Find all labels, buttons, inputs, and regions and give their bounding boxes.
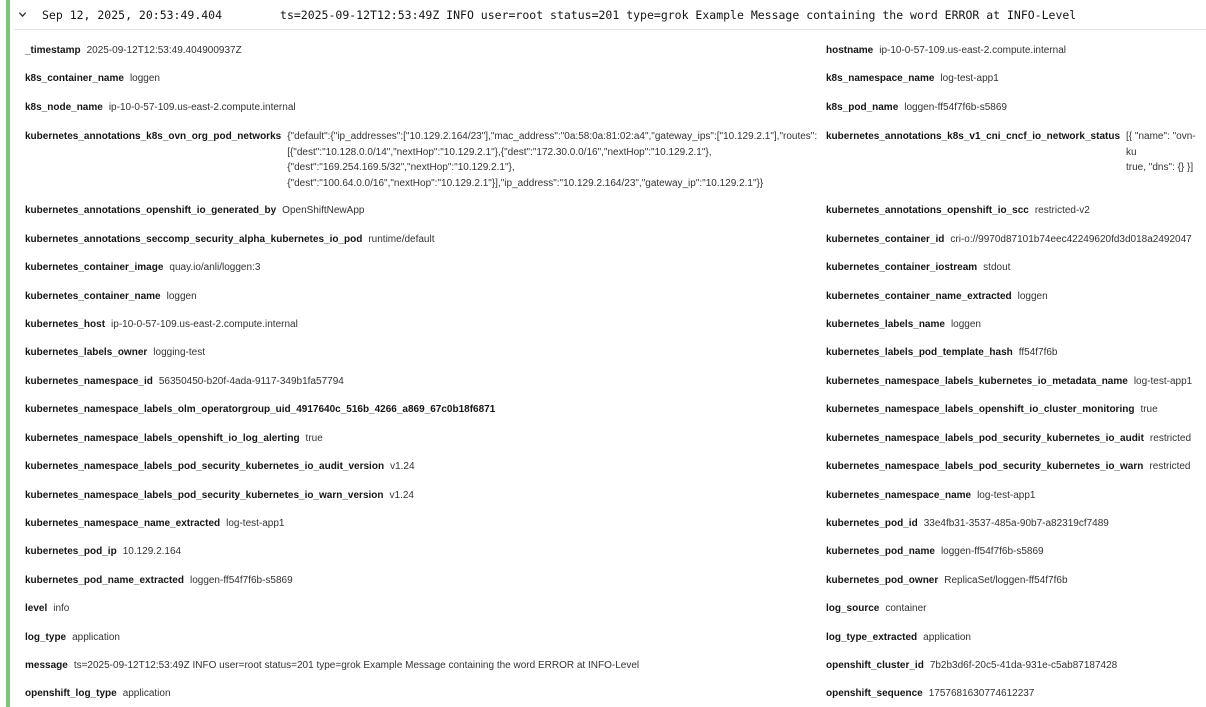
field-key: kubernetes_namespace_labels_openshift_io_cluster_monitoring [826, 404, 1135, 415]
field-key: kubernetes_annotations_seccomp_security_alpha_kubernetes_io_pod [25, 234, 363, 245]
field-key: _timestamp [25, 45, 81, 56]
field-key: kubernetes_namespace_name_extracted [25, 518, 221, 529]
field-value: application [72, 632, 120, 643]
field-key: log_source [826, 603, 880, 614]
field-key: kubernetes_pod_owner [826, 575, 939, 586]
field-value: 33e4fb31-3537-485a-90b7-a82319cf7489 [923, 518, 1109, 529]
field-value: quay.io/anli/loggen:3 [169, 262, 261, 273]
field-key: kubernetes_namespace_name [826, 490, 972, 501]
field-key: openshift_log_type [25, 688, 117, 699]
log-entry-header[interactable] [14, 0, 1206, 30]
field-value: ip-10-0-57-109.us-east-2.compute.internal [108, 102, 296, 113]
field-value: true [1140, 404, 1158, 415]
field-key: kubernetes_annotations_openshift_io_generated_by [25, 205, 277, 216]
field-row [826, 545, 1044, 559]
field-row [25, 489, 414, 503]
field-row [826, 687, 1034, 701]
field-row [826, 101, 1007, 115]
field-row [826, 261, 1010, 275]
field-row [25, 460, 415, 474]
field-value: 10.129.2.164 [122, 546, 182, 557]
field-value: restricted-v2 [1034, 205, 1090, 216]
field-value: log-test-app1 [226, 518, 285, 529]
field-row [25, 261, 260, 275]
field-value: loggen-ff54f7f6b-s5869 [940, 546, 1044, 557]
field-value: 56350450-b20f-4ada-9117-349b1fa57794 [158, 376, 344, 387]
field-key: kubernetes_annotations_k8s_ovn_org_pod_networks [25, 131, 282, 142]
field-key: kubernetes_annotations_openshift_io_scc [826, 205, 1029, 216]
field-row [25, 129, 817, 192]
field-row [826, 432, 1191, 446]
log-timestamp: Sep 12, 2025, 20:53:49.404 [42, 7, 223, 22]
field-value: {"default":{"ip_addresses":["10.129.2.164/23"],"mac_address":"0a:58:0a:81:02:a4","gateway_ips":["10.129.2.1"],"routes": [{"dest":"10.128.0.0/14","nextHop":"10.129.2.1"},{"dest":"172.30.0.0/16","nextHop":"10.129.2.1"}, {"dest":"169.254.169.5/32","nextHop":"10.129.2.1"}, {"dest":"100.64.0.0/16","nextHop":"10.129.2.1"}],"ip_address":"10.129.2.164/23","gateway_ip":"10.129.2.1"}} [287, 131, 818, 190]
field-key: kubernetes_namespace_labels_olm_operatorgroup_uid_4917640c_516b_4266_a869_67c0b18f6871 [25, 404, 496, 415]
field-key: kubernetes_namespace_labels_pod_security_kubernetes_io_warn [826, 461, 1144, 472]
field-value: loggen [129, 73, 160, 84]
field-key: kubernetes_container_name_extracted [826, 291, 1012, 302]
field-value: cri-o://9970d87101b74eec42249620fd3d018a2492047 [950, 234, 1192, 245]
field-value: true [305, 433, 323, 444]
field-key: k8s_pod_name [826, 102, 899, 113]
field-value: loggen-ff54f7f6b-s5869 [189, 575, 293, 586]
chevron-down-icon[interactable] [18, 10, 32, 19]
field-key: kubernetes_container_image [25, 262, 164, 273]
field-value: logging-test [153, 347, 205, 358]
field-value: 1757681630774612237 [928, 688, 1035, 699]
field-key: kubernetes_namespace_id [25, 376, 153, 387]
log-entry-accent-bar [6, 0, 10, 707]
field-key: log_type_extracted [826, 632, 918, 643]
field-value: OpenShiftNewApp [282, 205, 365, 216]
field-row [25, 72, 160, 86]
field-value: ReplicaSet/loggen-ff54f7f6b [944, 575, 1068, 586]
field-value: restricted [1149, 433, 1192, 444]
field-value: ff54f7f6b [1018, 347, 1058, 358]
field-value: log-test-app1 [1133, 376, 1193, 387]
field-value: 2025-09-12T12:53:49.404900937Z [86, 45, 242, 56]
field-key: openshift_sequence [826, 688, 923, 699]
field-value: 7b2b3d6f-20c5-41da-931e-c5ab87187428 [929, 660, 1118, 671]
field-key: level [25, 603, 48, 614]
field-key: kubernetes_pod_ip [25, 546, 117, 557]
field-key: kubernetes_pod_name [826, 546, 935, 557]
field-row [25, 318, 298, 332]
field-key: kubernetes_labels_pod_template_hash [826, 347, 1013, 358]
field-row [25, 602, 69, 616]
field-key: log_type [25, 632, 67, 643]
field-row [25, 403, 501, 417]
field-key: kubernetes_container_name [25, 291, 161, 302]
field-key: kubernetes_namespace_labels_pod_security_kubernetes_io_audit [826, 433, 1144, 444]
field-key: kubernetes_container_id [826, 234, 945, 245]
field-key: kubernetes_namespace_labels_kubernetes_io_metadata_name [826, 376, 1128, 387]
field-value: v1.24 [390, 461, 415, 472]
field-row [826, 460, 1191, 474]
field-value: loggen [950, 319, 981, 330]
field-key: k8s_namespace_name [826, 73, 935, 84]
field-row [25, 545, 181, 559]
field-key: k8s_node_name [25, 102, 103, 113]
field-row [25, 517, 284, 531]
field-row [826, 318, 981, 332]
field-key: kubernetes_annotations_k8s_v1_cni_cncf_io_network_status [826, 131, 1121, 142]
field-key: kubernetes_namespace_labels_pod_security_kubernetes_io_audit_version [25, 461, 385, 472]
field-value: log-test-app1 [940, 73, 999, 84]
field-value: loggen [166, 291, 197, 302]
field-key: k8s_container_name [25, 73, 124, 84]
field-row [826, 489, 1035, 503]
field-row [826, 346, 1058, 360]
field-key: openshift_cluster_id [826, 660, 924, 671]
field-row [826, 659, 1117, 673]
field-value: info [53, 603, 70, 614]
field-row [25, 574, 293, 588]
field-row [25, 233, 435, 247]
field-value: ip-10-0-57-109.us-east-2.compute.internal [111, 319, 298, 330]
field-row [25, 44, 242, 58]
field-value: container [885, 603, 927, 614]
field-key: kubernetes_labels_name [826, 319, 945, 330]
field-value: log-test-app1 [977, 490, 1036, 501]
field-value: loggen-ff54f7f6b-s5869 [904, 102, 1007, 113]
log-message: ts=2025-09-12T12:53:49Z INFO user=root status=201 type=grok Example Message containing the word ERROR at INFO-Level [280, 7, 1077, 22]
field-row [25, 687, 171, 701]
field-key: kubernetes_pod_id [826, 518, 918, 529]
field-row [826, 517, 1109, 531]
field-row [826, 375, 1192, 389]
field-value: application [122, 688, 171, 699]
field-value: restricted [1149, 461, 1191, 472]
field-row [826, 403, 1158, 417]
field-row [25, 375, 344, 389]
field-key: kubernetes_labels_owner [25, 347, 148, 358]
field-key: kubernetes_container_iostream [826, 262, 978, 273]
field-value: loggen [1017, 291, 1048, 302]
field-key: kubernetes_namespace_labels_pod_security_kubernetes_io_warn_version [25, 490, 384, 501]
field-value: ts=2025-09-12T12:53:49Z INFO user=root status=201 type=grok Example Message containing the word ERROR at INFO-Level [73, 660, 640, 671]
field-row [25, 204, 364, 218]
field-value: ip-10-0-57-109.us-east-2.compute.internal [879, 45, 1067, 56]
field-row [25, 290, 197, 304]
field-row [826, 204, 1090, 218]
field-row [826, 129, 1206, 176]
field-row [25, 432, 323, 446]
field-row [826, 44, 1066, 58]
field-row [826, 574, 1068, 588]
field-key: message [25, 660, 68, 671]
field-row [25, 659, 639, 673]
field-key: kubernetes_host [25, 319, 106, 330]
field-value: application [923, 632, 971, 643]
field-key: kubernetes_pod_name_extracted [25, 575, 184, 586]
field-row [25, 346, 205, 360]
field-row [826, 72, 999, 86]
field-key: hostname [826, 45, 874, 56]
field-row [25, 101, 296, 115]
field-row [826, 602, 927, 616]
field-value: [{ "name": "ovn-ku true, "dns": {} }] [1126, 131, 1196, 174]
field-row [826, 233, 1192, 247]
field-value: stdout [983, 262, 1011, 273]
field-value: v1.24 [389, 490, 414, 501]
field-key: kubernetes_namespace_labels_openshift_io_log_alerting [25, 433, 300, 444]
field-row [826, 631, 971, 645]
field-row [826, 290, 1048, 304]
field-row [25, 631, 120, 645]
field-value: runtime/default [368, 234, 435, 245]
